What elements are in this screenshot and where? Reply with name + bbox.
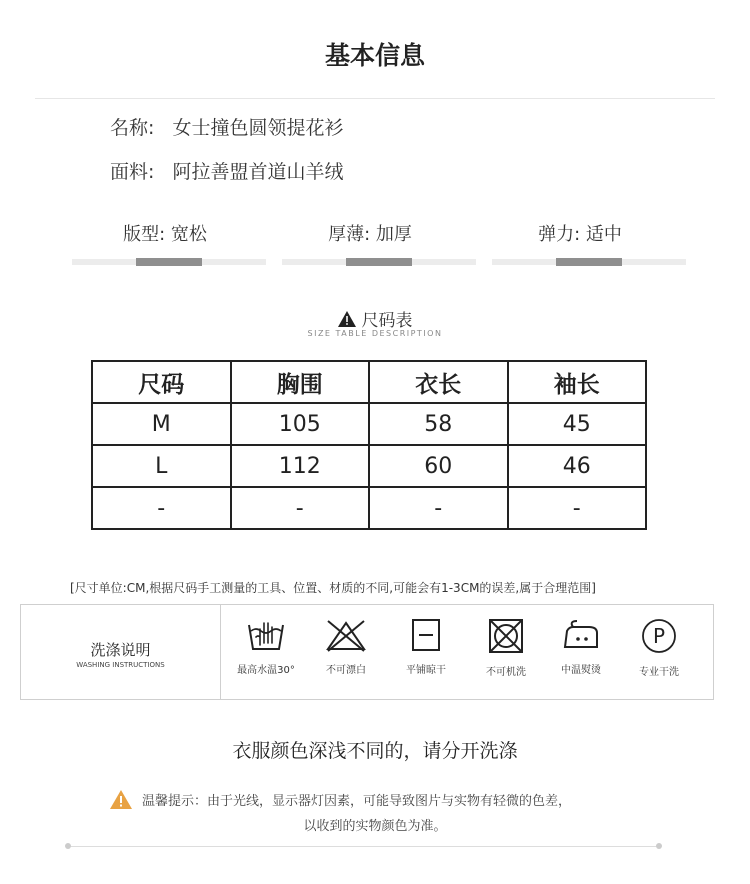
warning-icon — [110, 790, 132, 813]
elasticity-attribute: 弹力: 适中 — [538, 224, 622, 245]
medium-iron-icon — [559, 617, 603, 653]
care-label: 不可漂白 — [326, 665, 366, 676]
washing-title: 洗涤说明 — [90, 641, 151, 659]
separate-wash-notice: 衣服颜色深浅不同的，请分开洗涤 — [232, 740, 518, 762]
table-cell: 105 — [231, 403, 370, 445]
tip-line-1: 温馨提示：由于光线，显示器灯因素，可能导致图片与实物有轻微的色差， — [142, 794, 572, 809]
title-divider — [35, 98, 715, 99]
fabric-value: 阿拉善盟首道山羊绒 — [172, 161, 344, 183]
washing-divider — [220, 605, 221, 699]
color-tip — [110, 790, 571, 813]
page-title: 基本信息 — [324, 41, 425, 70]
table-cell: - — [92, 487, 231, 529]
table-cell: 112 — [231, 445, 370, 487]
name-label: 名称: — [110, 117, 155, 139]
care-item — [386, 617, 466, 676]
table-row — [92, 445, 646, 487]
dry-flat-icon — [408, 617, 444, 653]
care-item — [619, 617, 699, 678]
size-table-title: 尺码表 — [361, 311, 413, 331]
thickness-level-marker — [346, 258, 412, 266]
bottom-divider — [68, 846, 658, 847]
fabric-label: 面料: — [110, 161, 155, 183]
table-header-row — [92, 361, 646, 403]
no-machine-wash-icon — [487, 617, 525, 655]
table-cell: L — [92, 445, 231, 487]
column-header: 衣长 — [369, 361, 508, 403]
table-cell: 45 — [508, 403, 647, 445]
table-cell: 58 — [369, 403, 508, 445]
fit-attribute: 版型: 宽松 — [123, 224, 207, 245]
column-header: 袖长 — [508, 361, 647, 403]
thickness-level-bar — [282, 259, 476, 265]
care-item — [466, 617, 546, 678]
tip-line-2: 以收到的实物颜色为准。 — [303, 819, 447, 834]
table-cell: - — [231, 487, 370, 529]
care-item — [306, 617, 386, 676]
hand-wash-icon — [246, 617, 286, 653]
size-table-subtitle: SIZE TABLE DESCRIPTION — [307, 329, 443, 338]
column-header: 胸围 — [231, 361, 370, 403]
fit-level-marker — [136, 258, 202, 266]
elasticity-level-bar — [492, 259, 686, 265]
fabric-row — [110, 157, 344, 184]
divider-dot-right — [656, 843, 662, 849]
table-row — [92, 487, 646, 529]
care-label: 最高水温30° — [237, 665, 295, 676]
dry-clean-letter: P — [652, 624, 666, 648]
care-label: 不可机洗 — [486, 667, 526, 678]
washing-subtitle: WASHING INSTRUCTIONS — [76, 661, 165, 669]
fit-level-bar — [72, 259, 266, 265]
elasticity-level-marker — [556, 258, 622, 266]
care-label: 平铺晾干 — [406, 665, 446, 676]
name-row — [110, 113, 344, 140]
care-label: 专业干洗 — [639, 667, 679, 678]
size-table-heading — [0, 306, 750, 332]
measurement-note: [尺寸单位:CM,根据尺码手工测量的工具、位置、材质的不同,可能会有1-3CM的误差,属于合理范围] — [70, 581, 596, 595]
care-item — [541, 617, 621, 676]
table-cell: - — [508, 487, 647, 529]
dry-clean-icon — [640, 617, 678, 655]
washing-instructions — [20, 604, 714, 700]
name-value: 女士撞色圆领提花衫 — [172, 117, 344, 139]
table-cell: - — [369, 487, 508, 529]
table-cell: 60 — [369, 445, 508, 487]
no-bleach-icon — [324, 617, 368, 653]
care-item — [226, 617, 306, 676]
divider-dot-left — [65, 843, 71, 849]
table-cell: 46 — [508, 445, 647, 487]
thickness-attribute: 厚薄: 加厚 — [328, 224, 412, 245]
column-header: 尺码 — [92, 361, 231, 403]
care-label: 中温熨烫 — [561, 665, 601, 676]
size-table — [91, 360, 647, 530]
table-cell: M — [92, 403, 231, 445]
table-row — [92, 403, 646, 445]
